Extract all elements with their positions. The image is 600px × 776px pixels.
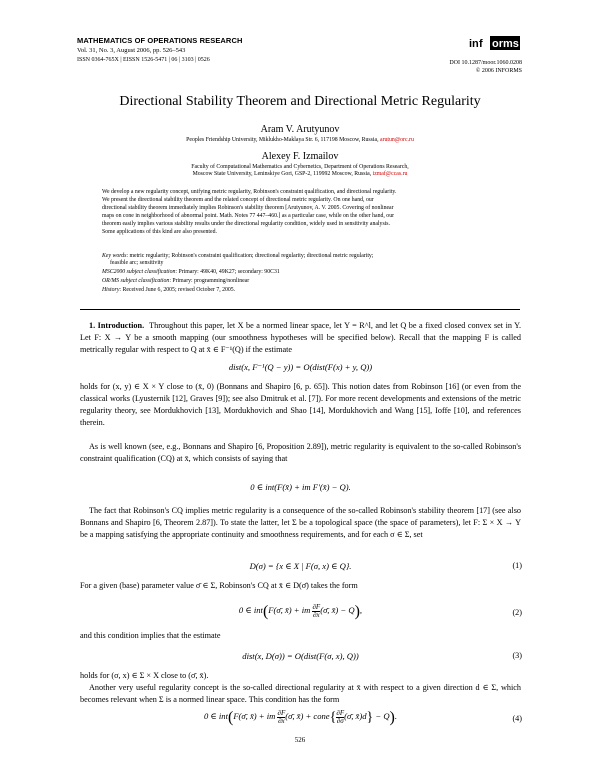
affiliation-line-2b: Moscow State University, Leninskiye Gori, GSP-2, 119992 Moscow, Russia, <box>192 171 372 178</box>
equation-robinson-cq: 0 ∈ int(F(x̄) + im F′(x̄) − Q). <box>250 482 351 492</box>
abstract-line: theorem easily implies various stability results under the directional regularity condition, widely used in sensitivity analysis. <box>102 220 391 227</box>
intro-paragraph-6: and this condition implies that the estimate <box>80 631 221 640</box>
equation-1-text: D(σ) = {x ∈ X | F(σ, x) ∈ Q}. <box>249 561 352 571</box>
abstract-line: directional stability theorem immediately implies Robinson's stability theorem [Arutyunov, A. V. 2005. Covering of nonlinear <box>102 204 394 211</box>
issn-line: ISSN 0364-765X | EISSN 1526-5471 | 06 | 3103 | 0526 <box>77 57 210 63</box>
history <box>102 287 502 294</box>
journal-name: MATHEMATICS OF OPERATIONS RESEARCH <box>77 36 243 45</box>
intro-paragraph-2: holds for (x, y) ∈ X × Y close to (x̄, 0) (Bonnans and Shapiro [6, p. 65]). This notion dates from Robinson [16] (or even from the classical works (Lyusternik [12], Graves [9]); see also Dmitruk et al. [7]). For more recent developments and extensions of the metric regularity theory, see Mordukhovich [13], Mordukhovich and Shao [14], Mordukhovich and Wang [15], Ioffe [10], and references therein. <box>80 382 521 427</box>
svg-text:orms: orms <box>492 38 519 50</box>
abstract-line: We develop a new regularity concept, unifying metric regularity, Robinson's constraint qualification, and directional regularity. <box>102 189 397 195</box>
section-heading: 1. Introduction. <box>89 321 145 330</box>
author-name-2: Alexey F. Izmailov <box>261 151 339 162</box>
svg-text:in: in <box>469 38 479 50</box>
copyright: © 2006 INFORMS <box>475 68 522 74</box>
keywords <box>102 253 502 268</box>
equation-4: 0 ∈ int(F(σ̄, x̄) + im $\frac{\partial F}{\partial x}$ (σ̄, x̄) + cone{ $\frac{\partial F}{\partial\sigma}$ (σ̄, x̄)d} − Q). <box>203 708 398 726</box>
equation-4-number: (4) <box>512 714 522 723</box>
abstract-line: We present the directional stability theorem and the related concept of directional metric regularity. On one hand, our <box>102 196 374 203</box>
orms-text: : Primary: programming/nonlinear <box>169 278 250 284</box>
equation-1-number: (1) <box>512 561 522 570</box>
keywords-label: Key words <box>102 253 127 259</box>
affiliation-line-2a: Faculty of Computational Mathematics and Cybernetics, Department of Operations Research, <box>191 164 409 170</box>
msc-label: MSC2000 subject classification <box>102 269 176 275</box>
intro-text-1b: closed convex set in Y. Let F: X → Y be a smooth mapping (our smoothness hypotheses will be specified below). Recall that the mapping F is called metrically regular with respect to Q at x̄ ∈ F⁻¹(Q) if the estimate <box>80 321 522 354</box>
equation-2-number: (2) <box>512 608 522 617</box>
intro-paragraph-5: For a given (base) parameter value σ̄ ∈ Σ, Robinson's CQ at x̄ ∈ D(σ̄) takes the form <box>80 581 358 590</box>
author-affiliation-1 <box>0 137 600 144</box>
intro-text-1a: Throughout this paper, let X be a normed linear space, let Y = R^l, and let Q be a fixed <box>149 321 442 330</box>
intro-paragraph-1 <box>80 320 521 356</box>
abstract <box>102 189 502 236</box>
volume-line: Vol. 31, No. 3, August 2006, pp. 526–543 <box>77 47 186 54</box>
orms-classification <box>102 278 502 285</box>
intro-paragraph-3: As is well known (see, e.g., Bonnans and Shapiro [6, Proposition 2.89]), metric regularity is equivalent to the so-called Robinson's constraint qualification (CQ) at x̄, which consists of saying that <box>80 442 521 463</box>
logo-mark: f <box>479 38 483 50</box>
doi[interactable]: DOI 10.1287/moor.1060.0208 <box>449 60 522 66</box>
msc-text: : Primary: 49K40, 49K27; secondary: 90C31 <box>175 269 280 275</box>
orms-label: OR/MS subject classification <box>102 278 170 284</box>
intro-paragraph-8: Another very useful regularity concept is the so-called directional regularity at x̄ with respect to a given direction d ∈ Σ, which becomes relevant when Σ is a normed linear space. This condition has the form <box>80 683 522 704</box>
author-name-1: Aram V. Arutyunov <box>260 124 340 135</box>
equation-2: 0 ∈ int(F(σ̄, x̄) + im $\frac{\partial F}{\partial x}$ (σ̄, x̄) − Q), <box>238 602 363 620</box>
equation-dist-metric: dist(x, F⁻¹(Q − y)) = O(dist(F(x) + y, Q)) <box>228 362 373 372</box>
equation-1 <box>80 561 521 572</box>
keywords-cont: feasible arc; sensitivity <box>110 260 164 267</box>
msc-classification <box>102 269 502 276</box>
abstract-line: maps on cone in neighborhood of abnormal point. Math. Notes 77 447–460.] as a particular case, while on the other hand, our <box>102 212 395 219</box>
author-email-1[interactable]: arutun@orc.ru <box>380 137 414 143</box>
section-divider <box>80 309 520 310</box>
equation-3-number: (3) <box>512 651 522 660</box>
author-email-2[interactable]: izmaf@ccas.ru <box>372 171 408 178</box>
equation-3-text: dist(x, D(σ)) = O(dist(F(σ, x), Q)) <box>242 651 359 661</box>
intro-paragraph-4: The fact that Robinson's CQ implies metric regularity is a consequence of the so-called Robinson's stability theorem [17] (see also Bonnans and Shapiro [6, Theorem 2.87]). To state the latter, let Σ be a topological space (the space of parameters), let F: Σ × X → Y be a mapping satisfying the appropriate continuity and smoothness requirements, and for each σ ∈ Σ, set <box>80 506 521 539</box>
intro-paragraph-7: holds for (σ, x) ∈ Σ × X close to (σ̄, x̄). <box>80 671 209 680</box>
affiliation-text-1: Peoples Friendship University, Miklukho-Maklaya Str. 6, 117198 Moscow, Russia, <box>186 137 379 143</box>
abstract-line: Some applications of this kind are also presented. <box>102 228 217 235</box>
informs-logo <box>468 36 520 50</box>
keywords-text: : metric regularity; Robinson's constraint qualification; directional regularity; directional metric regularity; <box>126 253 374 259</box>
author-affiliation-2 <box>0 164 600 178</box>
page-number: 526 <box>294 736 306 744</box>
history-text: : Received June 6, 2005; revised October 7, 2005. <box>119 287 236 293</box>
paper-title: Directional Stability Theorem and Directional Metric Regularity <box>119 94 481 109</box>
history-label: History <box>102 287 120 293</box>
equation-3 <box>80 651 521 661</box>
